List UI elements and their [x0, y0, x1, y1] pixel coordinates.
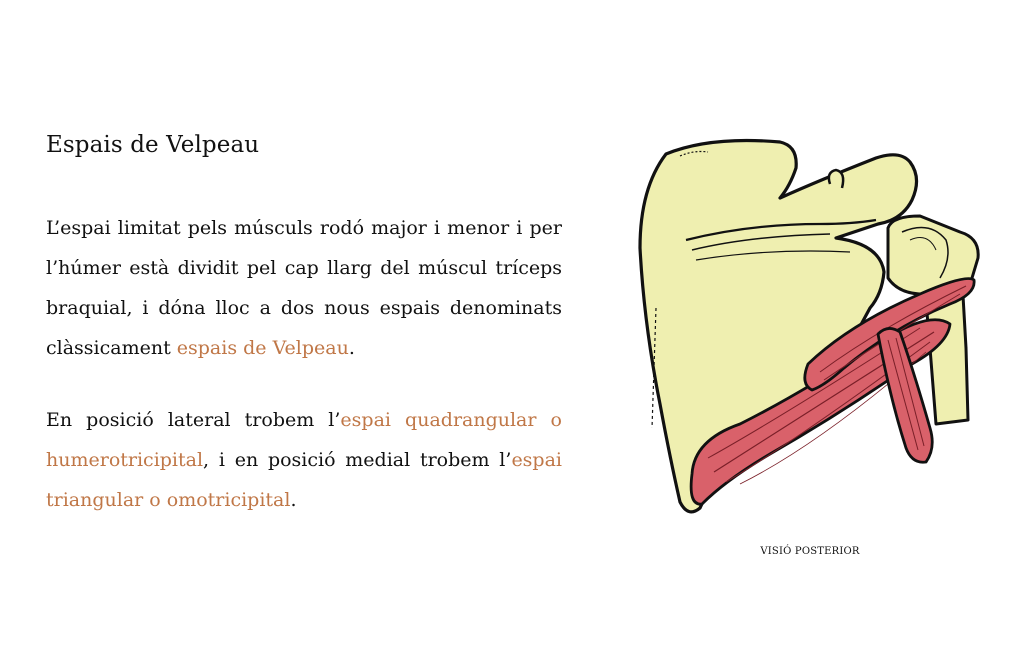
term-espais-de-velpeau: espais de Velpeau [176, 337, 349, 359]
paragraph-intro-end: . [348, 337, 355, 359]
paragraph-positions [46, 400, 562, 520]
term-espai-triangular: espai triangular o omotricipital [46, 449, 562, 511]
section-title: Espais de Velpeau [46, 132, 260, 158]
anatomy-illustration [630, 128, 990, 528]
paragraph-positions-end: . [290, 489, 297, 511]
paragraph-intro-text: L’espai limitat pels músculs rodó major i menor i per l’húmer està dividit pel cap llarg del múscul tríceps braquial, i dóna lloc a dos nous espais denominats clàssicament [46, 217, 562, 359]
term-espai-quadrangular: espai quadrangular o humerotricipital [46, 409, 562, 471]
paragraph-positions-text-start: En posició lateral trobem l’ [46, 409, 341, 431]
text-column [46, 128, 562, 520]
paragraph-positions-text-middle: , i en posició medial trobem l’ [203, 449, 512, 471]
figure-caption: VISIÓ POSTERIOR [760, 546, 860, 557]
paragraph-intro [46, 208, 562, 368]
